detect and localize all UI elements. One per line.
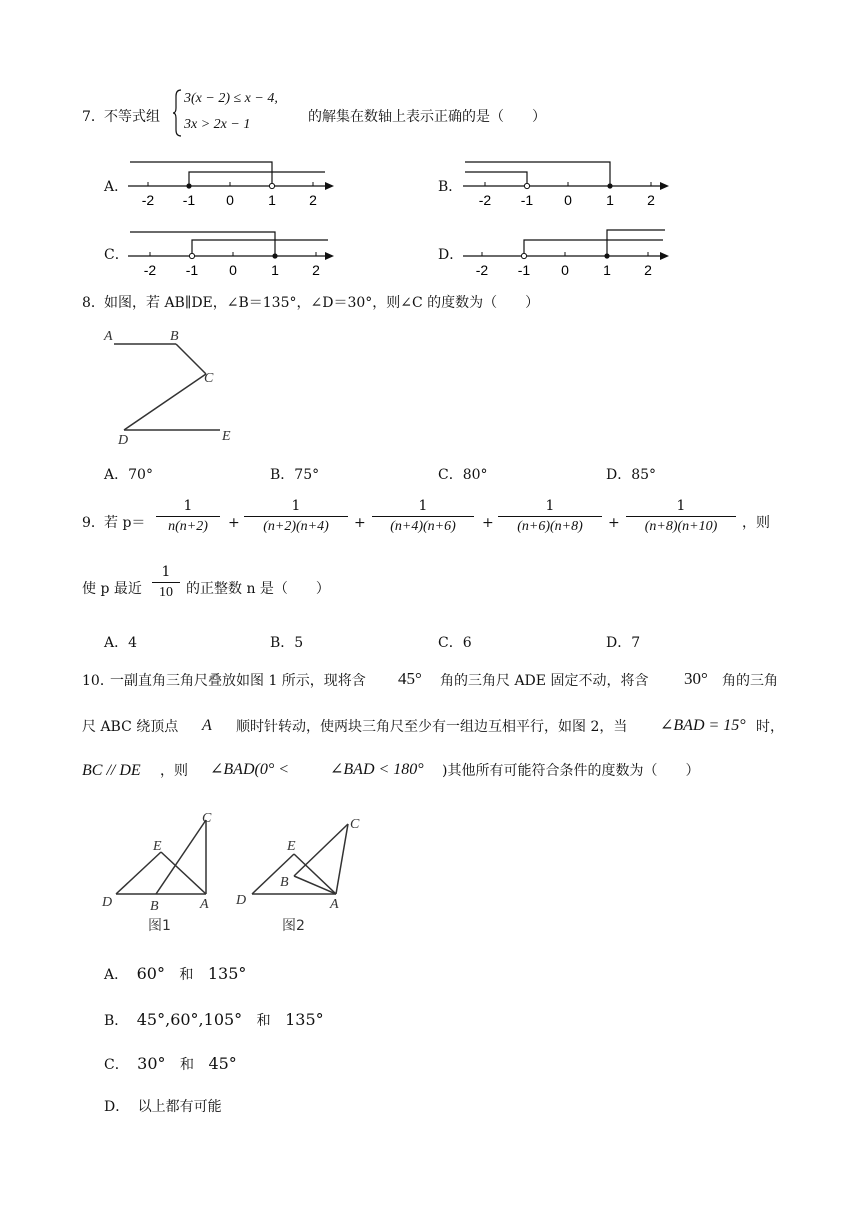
q10-option-a-label: A． xyxy=(104,967,129,983)
q7-c-tick-0: 0 xyxy=(229,262,237,278)
q9-option-a-value: 4 xyxy=(128,635,138,651)
q9-number: 9． xyxy=(82,515,105,531)
q9-line2-lead: 使 p 最近 xyxy=(82,581,142,597)
q10-deg30: 30° xyxy=(684,669,708,688)
q10-fig2-label-e: E xyxy=(287,839,296,854)
q8-option-c-label: C． xyxy=(438,467,463,483)
q10-option-c-label: C． xyxy=(104,1057,129,1073)
q10-fig1-label-d: D xyxy=(102,895,113,910)
q8-option-a-value: 70° xyxy=(128,467,153,483)
q8-option-b-value: 75° xyxy=(294,467,320,483)
q10-vertex: A xyxy=(202,717,212,734)
q9-frac4-num: 1 xyxy=(545,498,555,514)
q10-line2-a: 尺 ABC 绕顶点 xyxy=(82,719,179,735)
q9-frac2-num: 1 xyxy=(291,498,301,514)
q9-frac5-den: (n+8)(n+10) xyxy=(644,519,718,534)
q10-option-b-label: B． xyxy=(104,1013,129,1029)
q8-option-a[interactable] xyxy=(104,464,153,484)
q9-plus-3: + xyxy=(482,515,494,531)
q7-c-tick-m1: -1 xyxy=(185,262,199,278)
q8-number: 8． xyxy=(82,295,105,311)
q8-text: 如图，若 AB∥DE，∠B＝135°，∠D＝30°，则∠C 的度数为（ ） xyxy=(104,295,540,311)
q9-plus-1: + xyxy=(228,515,240,531)
q9-fraction-4 xyxy=(498,498,602,535)
q7-system-line1: 3(x − 2) ≤ x − 4, xyxy=(184,91,278,106)
q8-option-c-value: 80° xyxy=(462,467,488,483)
q10-figure-1 xyxy=(98,808,228,938)
q8-label-e: E xyxy=(222,429,231,444)
q7-b-tick-0: 0 xyxy=(564,192,572,208)
q7-system-brace xyxy=(172,88,182,138)
q7-option-a-label[interactable]: A． xyxy=(104,179,129,195)
q10-fig2-label-b: B xyxy=(280,875,289,890)
q7-c-tick-1: 1 xyxy=(271,262,279,278)
q9-option-b-label: B． xyxy=(270,635,295,651)
q7-option-b-number-line[interactable] xyxy=(455,152,675,210)
q8-option-a-label: A． xyxy=(104,467,129,483)
q7-c-tick-2: 2 xyxy=(312,262,320,278)
q7-option-d-number-line[interactable] xyxy=(455,222,675,280)
q7-option-b-label[interactable]: B． xyxy=(438,179,463,195)
q7-system-line2: 3x > 2x − 1 xyxy=(184,117,251,132)
q10-line1-b: 角的三角尺 ADE 固定不动，将含 xyxy=(440,673,649,689)
q9-fraction-2 xyxy=(244,498,348,535)
q9-line2-tail: 的正整数 n 是（ ） xyxy=(186,581,330,597)
q7-d-tick-0: 0 xyxy=(561,262,569,278)
q9-frac3-num: 1 xyxy=(418,498,428,514)
q10-fig2-label-c: C xyxy=(350,817,360,832)
q10-line1-a: 一副直角三角尺叠放如图 1 所示，现将含 xyxy=(110,673,366,689)
q9-target-num: 1 xyxy=(161,564,171,580)
q10-option-d-label: D． xyxy=(104,1099,130,1115)
q8-option-d-value: 85° xyxy=(631,467,657,483)
q10-line2-c: 时， xyxy=(756,719,784,735)
q7-number: 7． xyxy=(82,109,105,125)
q7-tail: 的解集在数轴上表示正确的是（ ） xyxy=(308,109,546,125)
q10-option-b-value-b: 135° xyxy=(285,1010,324,1029)
q7-option-d-label[interactable]: D． xyxy=(438,247,464,263)
q10-option-b[interactable] xyxy=(104,1010,324,1030)
q10-deg45: 45° xyxy=(398,669,422,688)
q9-option-c[interactable] xyxy=(438,632,472,652)
q9-plus-4: + xyxy=(608,515,620,531)
q7-a-tick-2: 2 xyxy=(309,192,317,208)
q10-fig1-label-b: B xyxy=(150,899,159,914)
q9-option-c-label: C． xyxy=(438,635,463,651)
q9-frac1-den: n(n+2) xyxy=(168,519,208,534)
q10-option-b-and: 和 xyxy=(256,1013,271,1029)
q9-frac4-den: (n+6)(n+8) xyxy=(517,519,583,534)
q7-b-tick-m1: -1 xyxy=(520,192,534,208)
q10-option-d-value-a: 以上都有可能 xyxy=(137,1099,222,1115)
q10-fig2-label-a: A xyxy=(330,897,339,912)
q9-target-fraction xyxy=(152,564,180,601)
q9-plus-2: + xyxy=(354,515,366,531)
q9-option-b-value: 5 xyxy=(294,635,304,651)
q9-option-d-value: 7 xyxy=(631,635,641,651)
q8-label-b: B xyxy=(170,329,179,344)
q7-option-c-number-line[interactable] xyxy=(120,222,340,280)
q7-b-tick-1: 1 xyxy=(606,192,614,208)
q8-option-b[interactable] xyxy=(270,464,319,484)
q8-label-d: D xyxy=(118,433,129,448)
q7-a-tick-m1: -1 xyxy=(182,192,196,208)
q10-number: 10． xyxy=(82,673,114,689)
q10-option-a-value-b: 135° xyxy=(207,964,247,983)
q9-fraction-3 xyxy=(372,498,474,535)
q8-label-a: A xyxy=(104,329,113,344)
q7-lead: 不等式组 xyxy=(104,109,160,125)
q10-option-c-and: 和 xyxy=(179,1057,194,1073)
q10-fig2-label-d: D xyxy=(236,893,247,908)
q10-line3-d: ∠BAD < 180° xyxy=(330,761,424,778)
q7-d-tick-m1: -1 xyxy=(517,262,531,278)
q9-option-b[interactable] xyxy=(270,632,303,652)
q7-c-tick-m2: -2 xyxy=(143,262,157,278)
q10-line3-a: BC // DE xyxy=(82,762,141,779)
q7-a-tick-1: 1 xyxy=(268,192,276,208)
q9-option-d-label: D． xyxy=(606,635,632,651)
q9-option-a[interactable] xyxy=(104,632,137,652)
q10-fig1-label-e: E xyxy=(153,839,162,854)
q9-option-a-label: A． xyxy=(104,635,129,651)
q9-frac1-num: 1 xyxy=(183,498,193,514)
q7-a-tick-m2: -2 xyxy=(141,192,155,208)
q7-d-tick-2: 2 xyxy=(644,262,652,278)
q8-figure xyxy=(100,322,250,450)
q10-line2-b: 顺时针转动，使两块三角尺至少有一组边互相平行，如图 2，当 xyxy=(236,719,628,735)
q7-d-tick-1: 1 xyxy=(603,262,611,278)
q9-frac5-num: 1 xyxy=(676,498,686,514)
q10-option-a-and: 和 xyxy=(179,967,194,983)
q7-d-tick-m2: -2 xyxy=(475,262,489,278)
q10-option-c[interactable] xyxy=(104,1054,237,1074)
q10-line3-b: ，则 xyxy=(160,763,188,779)
q9-frac3-den: (n+4)(n+6) xyxy=(390,519,456,534)
q9-comma-then: ，则 xyxy=(742,515,770,531)
q10-fig1-caption: 图1 xyxy=(148,918,171,934)
q10-line3-e: )其他所有可能符合条件的度数为（ ） xyxy=(442,763,700,779)
q10-option-b-value-a: 45°,60°,105° xyxy=(136,1010,243,1029)
q10-option-c-value-a: 30° xyxy=(137,1054,166,1073)
q10-option-a-value-a: 60° xyxy=(136,964,165,983)
q9-target-den: 10 xyxy=(159,585,173,600)
q9-fraction-1 xyxy=(156,498,220,535)
q7-a-tick-0: 0 xyxy=(226,192,234,208)
q9-frac2-den: (n+2)(n+4) xyxy=(263,519,329,534)
q10-line1-c: 角的三角 xyxy=(722,673,778,689)
q7-b-tick-m2: -2 xyxy=(478,192,492,208)
q8-option-b-label: B． xyxy=(270,467,295,483)
q8-label-c: C xyxy=(204,371,214,386)
q10-fig1-label-c: C xyxy=(202,811,212,826)
q10-line3-c: ∠BAD(0° < xyxy=(210,761,290,778)
q9-option-c-value: 6 xyxy=(462,635,472,651)
q10-cond: ∠BAD = 15° xyxy=(660,717,746,734)
q7-option-a-number-line[interactable] xyxy=(120,152,340,210)
q10-option-c-value-b: 45° xyxy=(208,1054,237,1073)
q10-fig2-caption: 图2 xyxy=(282,918,305,934)
q7-b-tick-2: 2 xyxy=(647,192,655,208)
q9-option-d[interactable] xyxy=(606,632,640,652)
q8-option-d[interactable] xyxy=(606,464,656,484)
q10-option-a[interactable] xyxy=(104,964,246,984)
q7-option-c-label[interactable]: C． xyxy=(104,247,129,263)
q8-option-c[interactable] xyxy=(438,464,488,484)
q10-fig1-label-a: A xyxy=(200,897,209,912)
q10-option-d[interactable] xyxy=(104,1096,222,1116)
q10-figure-2 xyxy=(232,808,372,938)
q9-lead: 若 p＝ xyxy=(104,515,146,531)
q9-fraction-5 xyxy=(626,498,736,535)
q8-option-d-label: D． xyxy=(606,467,632,483)
